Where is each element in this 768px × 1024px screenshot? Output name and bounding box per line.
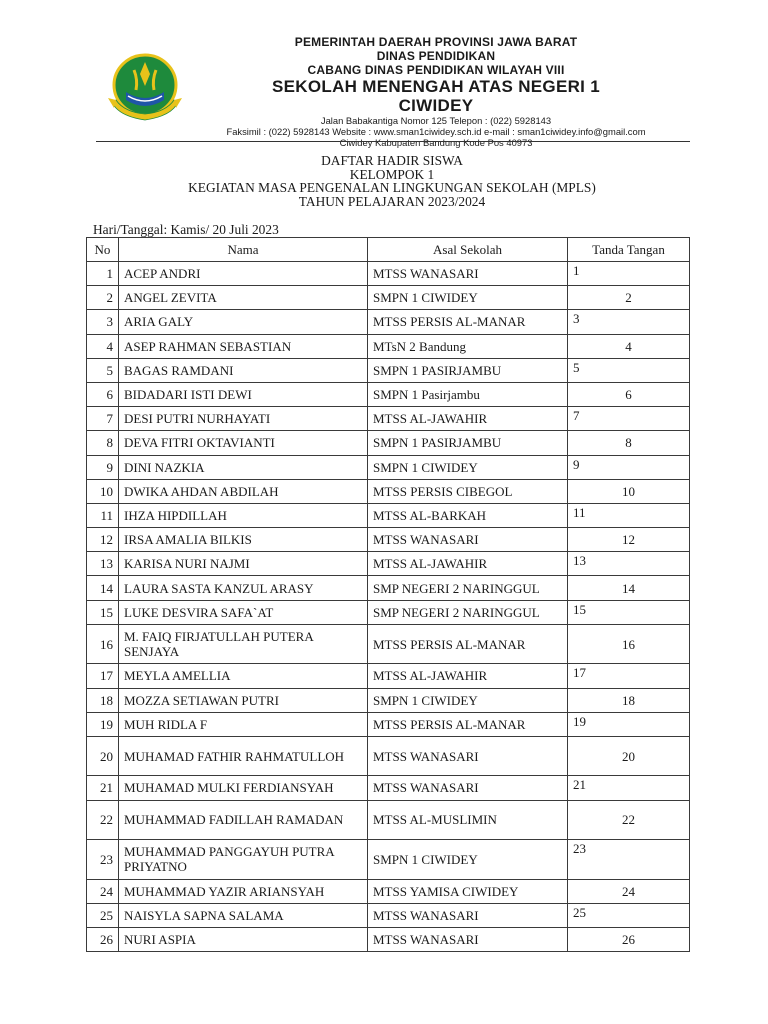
signature-cell: 13 [568,552,690,576]
student-name: MUHAMMAD YAZIR ARIANSYAH [119,879,368,903]
origin-school: MTSS AL-BARKAH [368,503,568,527]
student-name: BAGAS RAMDANI [119,358,368,382]
signature-cell: 21 [568,776,690,800]
row-number: 24 [87,879,119,903]
row-number: 18 [87,688,119,712]
signature-cell: 8 [568,431,690,455]
letterhead-text [196,35,676,148]
table-row [87,407,690,431]
government-line: PEMERINTAH DAERAH PROVINSI JAWA BARAT [294,35,578,49]
signature-cell: 4 [568,334,690,358]
student-name: M. FAIQ FIRJATULLAH PUTERA SENJAYA [119,624,368,664]
row-number: 22 [87,800,119,840]
table-row [87,528,690,552]
student-name: ACEP ANDRI [119,262,368,286]
origin-school: SMP NEGERI 2 NARINGGUL [368,600,568,624]
table-header-row [87,238,690,262]
row-number: 17 [87,664,119,688]
origin-school: MTsN 2 Bandung [368,334,568,358]
row-number: 13 [87,552,119,576]
student-name: LUKE DESVIRA SAFA`AT [119,600,368,624]
signature-cell: 6 [568,382,690,406]
table-row [87,840,690,880]
origin-school: MTSS YAMISA CIWIDEY [368,879,568,903]
origin-school: MTSS AL-JAWAHIR [368,552,568,576]
student-name: LAURA SASTA KANZUL ARASY [119,576,368,600]
header-no: No [87,238,119,262]
origin-school: SMPN 1 PASIRJAMBU [368,358,568,382]
title-line-4: TAHUN PELAJARAN 2023/2024 [298,193,486,209]
table-row [87,903,690,927]
table-row [87,310,690,334]
row-number: 8 [87,431,119,455]
origin-school: SMP NEGERI 2 NARINGGUL [368,576,568,600]
row-number: 16 [87,624,119,664]
origin-school: MTSS AL-JAWAHIR [368,407,568,431]
student-name: DEVA FITRI OKTAVIANTI [119,431,368,455]
table-row [87,624,690,664]
row-number: 14 [87,576,119,600]
origin-school: MTSS AL-MUSLIMIN [368,800,568,840]
student-name: MUHAMAD FATHIR RAHMATULLOH [119,736,368,776]
agency-line: DINAS PENDIDIKAN [376,49,496,63]
student-name: ASEP RAHMAN SEBASTIAN [119,334,368,358]
signature-cell: 17 [568,664,690,688]
row-number: 25 [87,903,119,927]
row-number: 5 [87,358,119,382]
origin-school: MTSS PERSIS CIBEGOL [368,479,568,503]
student-name: BIDADARI ISTI DEWI [119,382,368,406]
origin-school: MTSS PERSIS AL-MANAR [368,712,568,736]
signature-cell: 9 [568,455,690,479]
table-row [87,334,690,358]
table-body [87,262,690,952]
attendance-table [86,237,690,952]
origin-school: MTSS WANASARI [368,736,568,776]
header-tanda-tangan: Tanda Tangan [568,238,690,262]
origin-school: MTSS WANASARI [368,776,568,800]
header-nama: Nama [119,238,368,262]
signature-cell: 14 [568,576,690,600]
row-number: 4 [87,334,119,358]
signature-cell: 5 [568,358,690,382]
letterhead [96,30,688,148]
table-row [87,479,690,503]
student-name: DWIKA AHDAN ABDILAH [119,479,368,503]
student-name: DESI PUTRI NURHAYATI [119,407,368,431]
row-number: 1 [87,262,119,286]
student-name: ANGEL ZEVITA [119,286,368,310]
origin-school: SMPN 1 Pasirjambu [368,382,568,406]
origin-school: MTSS WANASARI [368,927,568,951]
row-number: 3 [87,310,119,334]
school-city: CIWIDEY [398,96,474,115]
row-number: 20 [87,736,119,776]
student-name: MUH RIDLA F [119,712,368,736]
row-number: 9 [87,455,119,479]
table-row [87,358,690,382]
table-row [87,382,690,406]
student-name: ARIA GALY [119,310,368,334]
table-row [87,712,690,736]
student-name: MUHAMMAD PANGGAYUH PUTRA PRIYATNO [119,840,368,880]
origin-school: MTSS WANASARI [368,903,568,927]
row-number: 21 [87,776,119,800]
origin-school: MTSS PERSIS AL-MANAR [368,310,568,334]
row-number: 7 [87,407,119,431]
table-row [87,552,690,576]
table-row [87,503,690,527]
origin-school: SMPN 1 CIWIDEY [368,840,568,880]
origin-school: SMPN 1 PASIRJAMBU [368,431,568,455]
origin-school: SMPN 1 CIWIDEY [368,286,568,310]
table-row [87,664,690,688]
row-number: 6 [87,382,119,406]
school-address: Jalan Babakantiga Nomor 125 Telepon : (022) 5928143 [320,115,552,126]
signature-cell: 18 [568,688,690,712]
origin-school: SMPN 1 CIWIDEY [368,688,568,712]
row-number: 11 [87,503,119,527]
origin-school: MTSS WANASARI [368,262,568,286]
signature-cell: 1 [568,262,690,286]
west-java-emblem-icon [108,50,182,124]
table-row [87,262,690,286]
table-row [87,286,690,310]
student-name: NURI ASPIA [119,927,368,951]
table-row [87,879,690,903]
branch-line: CABANG DINAS PENDIDIKAN WILAYAH VIII [307,63,565,77]
table-row [87,431,690,455]
signature-cell: 25 [568,903,690,927]
title-line-2: KELOMPOK 1 [349,166,435,182]
student-name: MOZZA SETIAWAN PUTRI [119,688,368,712]
title-line-3: KEGIATAN MASA PENGENALAN LINGKUNGAN SEKOLAH (MPLS) [188,180,596,195]
table-row [87,688,690,712]
signature-cell: 26 [568,927,690,951]
row-number: 23 [87,840,119,880]
signature-cell: 16 [568,624,690,664]
signature-cell: 19 [568,712,690,736]
signature-cell: 3 [568,310,690,334]
signature-cell: 12 [568,528,690,552]
student-name: IRSA AMALIA BILKIS [119,528,368,552]
student-name: MUHAMMAD FADILLAH RAMADAN [119,800,368,840]
origin-school: MTSS AL-JAWAHIR [368,664,568,688]
row-number: 15 [87,600,119,624]
student-name: DINI NAZKIA [119,455,368,479]
origin-school: SMPN 1 CIWIDEY [368,455,568,479]
header-asal-sekolah: Asal Sekolah [368,238,568,262]
signature-cell: 7 [568,407,690,431]
title-line-1: DAFTAR HADIR SISWA [321,153,463,168]
school-name: SEKOLAH MENENGAH ATAS NEGERI 1 [272,77,600,96]
row-number: 10 [87,479,119,503]
date-line: Hari/Tanggal: Kamis/ 20 Juli 2023 [93,222,279,237]
row-number: 26 [87,927,119,951]
signature-cell: 20 [568,736,690,776]
origin-school: MTSS PERSIS AL-MANAR [368,624,568,664]
table-row [87,927,690,951]
signature-cell: 15 [568,600,690,624]
table-row [87,776,690,800]
student-name: KARISA NURI NAJMI [119,552,368,576]
row-number: 19 [87,712,119,736]
table-row [87,600,690,624]
student-name: NAISYLA SAPNA SALAMA [119,903,368,927]
table-row [87,576,690,600]
signature-cell: 22 [568,800,690,840]
school-location: Ciwidey Kabupaten Bandung Kode Pos 40973 [339,137,533,148]
signature-cell: 24 [568,879,690,903]
student-name: MUHAMAD MULKI FERDIANSYAH [119,776,368,800]
table-row [87,736,690,776]
student-name: IHZA HIPDILLAH [119,503,368,527]
row-number: 12 [87,528,119,552]
school-contact: Faksimil : (022) 5928143 Website : www.sman1ciwidey.sch.id e-mail : sman1ciwidey.info@gmail.com [226,126,646,137]
signature-cell: 11 [568,503,690,527]
signature-cell: 10 [568,479,690,503]
row-number: 2 [87,286,119,310]
table-row [87,455,690,479]
origin-school: MTSS WANASARI [368,528,568,552]
document-title [96,154,688,208]
table-row [87,800,690,840]
student-name: MEYLA AMELLIA [119,664,368,688]
signature-cell: 23 [568,840,690,880]
letterhead-divider [96,141,690,142]
signature-cell: 2 [568,286,690,310]
